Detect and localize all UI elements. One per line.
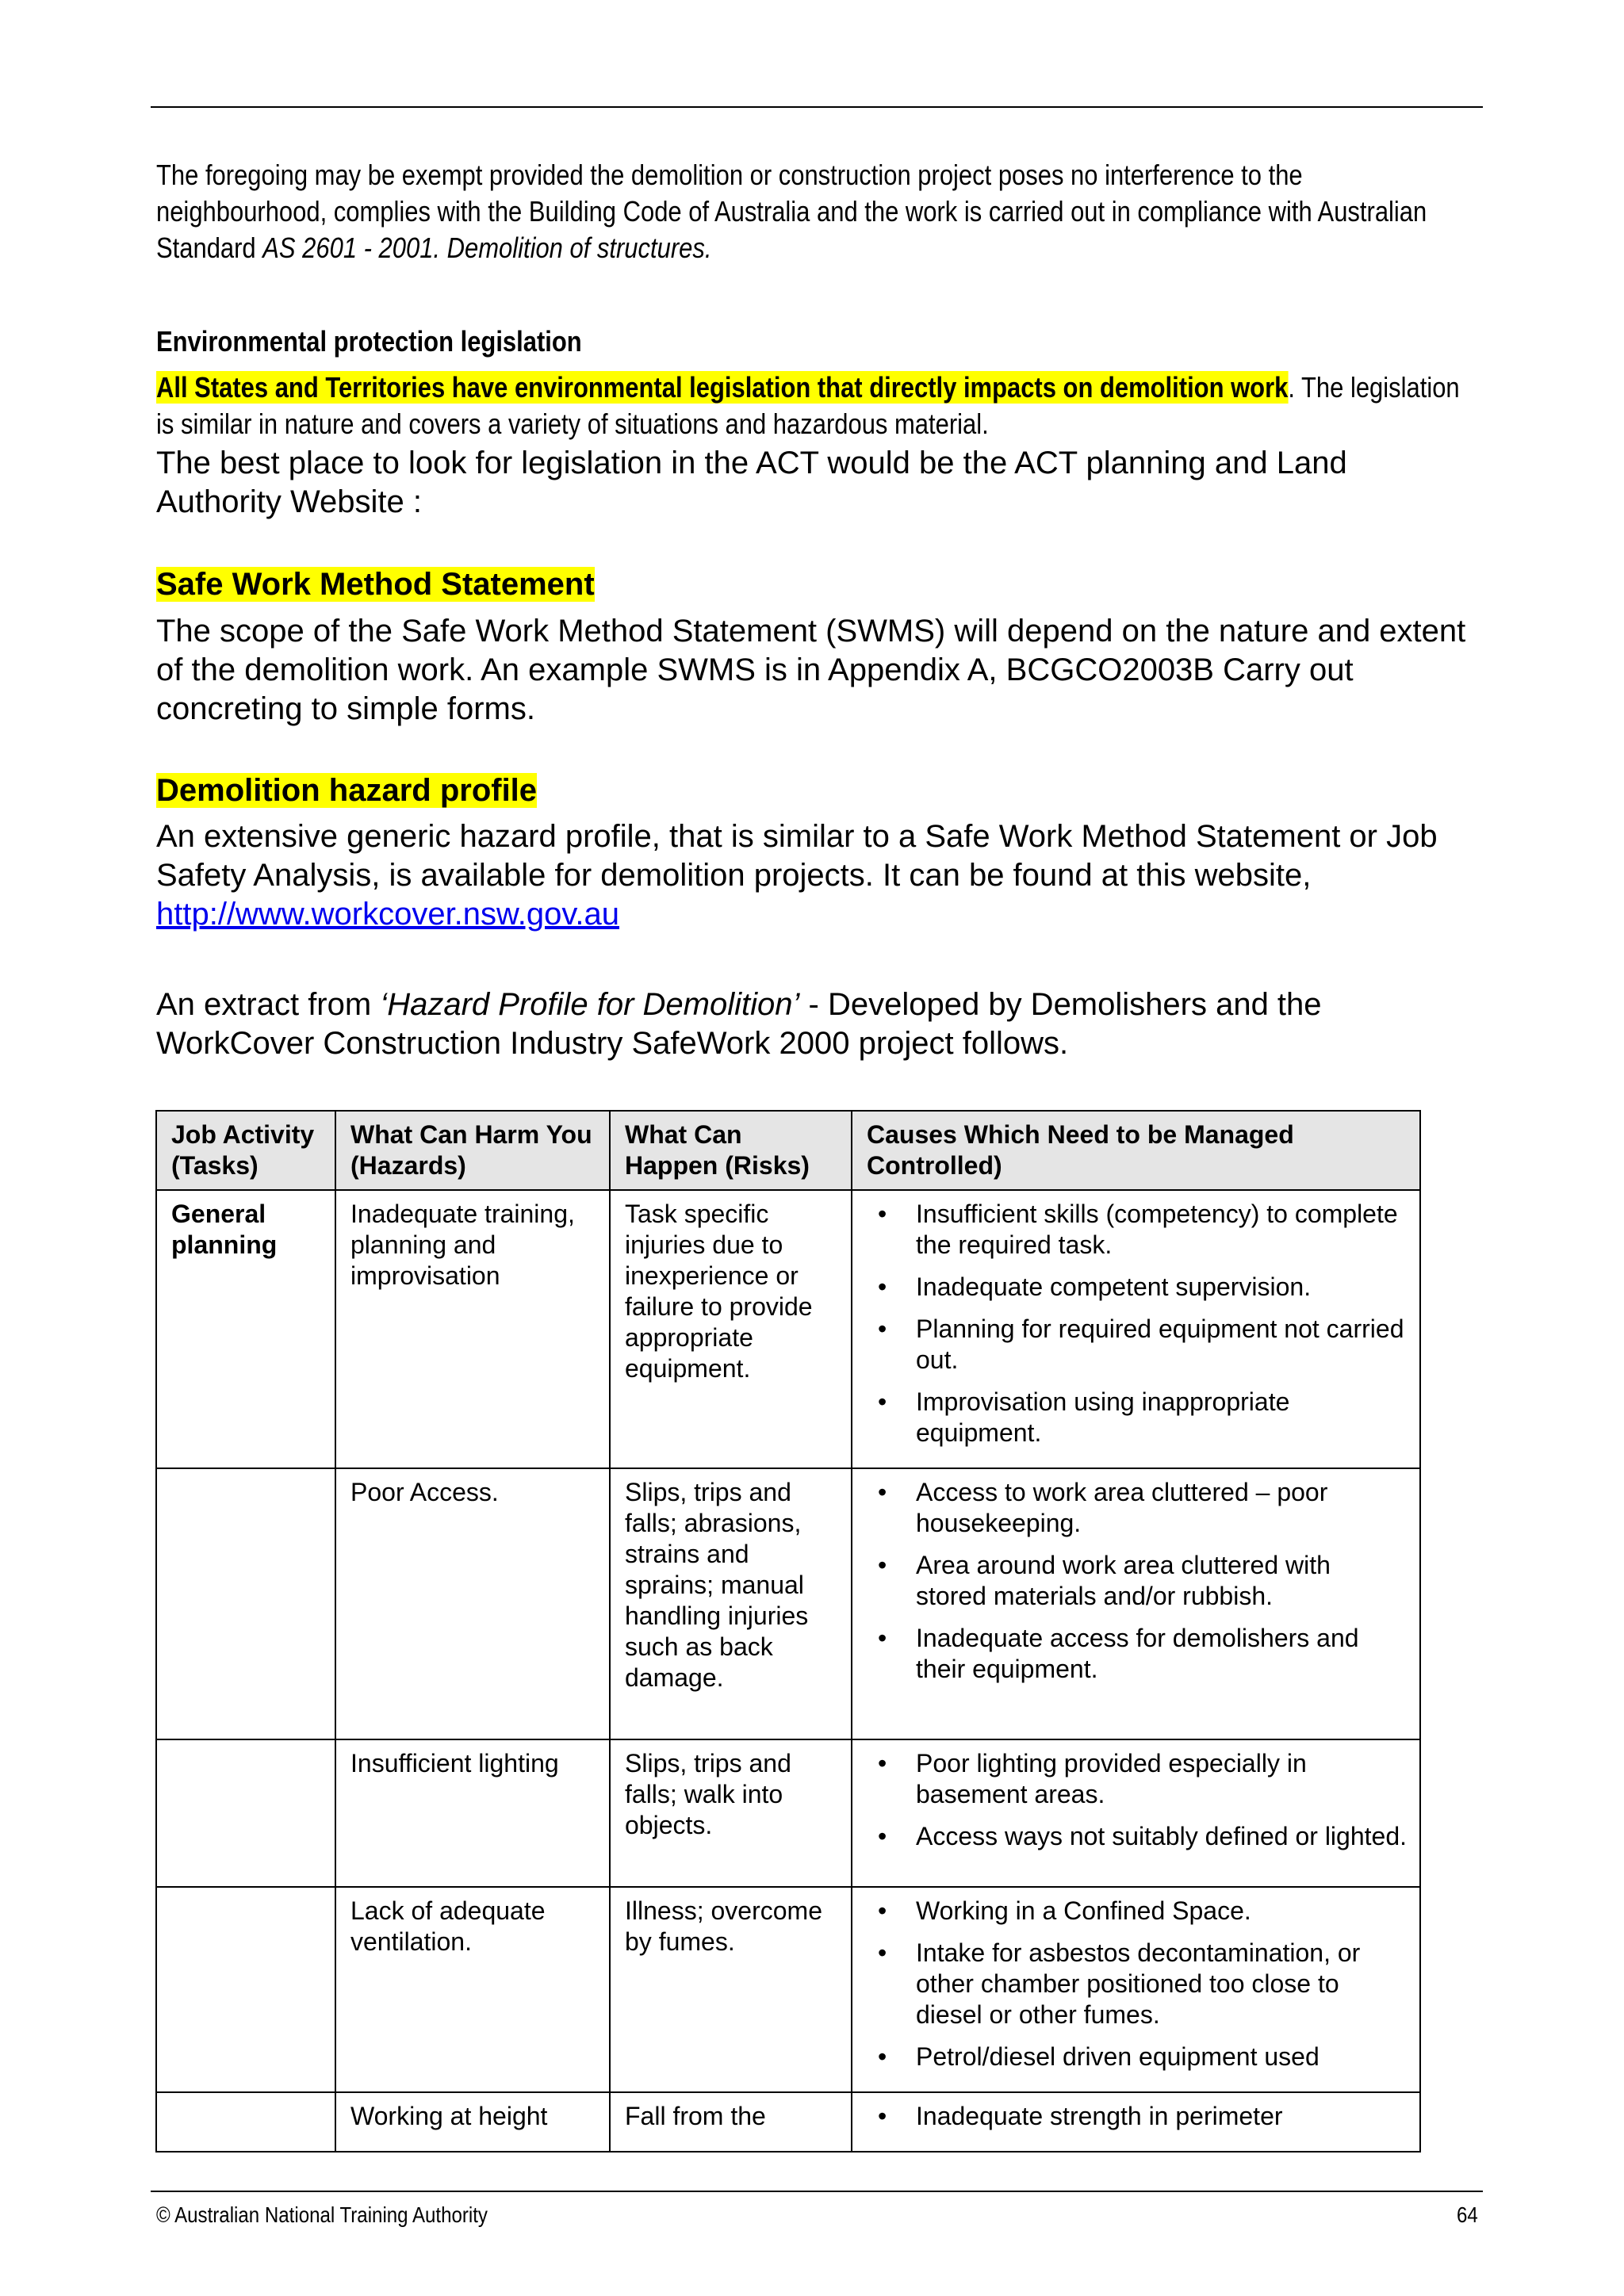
cause-item: • Insufficient skills (competency) to complete the required task. xyxy=(867,1199,1407,1261)
cell-hazard: Poor Access. xyxy=(335,1468,610,1739)
cause-item: • Area around work area cluttered with stored materials and/or rubbish. xyxy=(867,1550,1407,1612)
table-row xyxy=(156,1739,1420,1887)
workcover-link[interactable]: http://www.workcover.nsw.gov.au xyxy=(156,897,619,932)
col-header-risks: What Can Happen (Risks) xyxy=(610,1111,852,1190)
cause-item: • Intake for asbestos decontamination, or other chamber positioned too close to diesel or other fumes. xyxy=(867,1938,1407,2030)
act-paragraph: The best place to look for legislation in the ACT would be the ACT planning and Land Authority Website : xyxy=(156,446,1347,519)
cell-activity: General planning xyxy=(156,1190,335,1468)
cell-causes xyxy=(852,1190,1420,1468)
cell-risk: Slips, trips and falls; walk into objects. xyxy=(610,1739,852,1887)
cell-hazard: Inadequate training, planning and improvisation xyxy=(335,1190,610,1468)
env-heading: Environmental protection legislation xyxy=(156,325,582,358)
cell-activity xyxy=(156,1887,335,2092)
cause-item: • Access to work area cluttered – poor housekeeping. xyxy=(867,1477,1407,1539)
cause-item: • Planning for required equipment not carried out. xyxy=(867,1314,1407,1376)
cause-item: • Working in a Confined Space. xyxy=(867,1896,1407,1927)
table-row xyxy=(156,2092,1420,2152)
cause-item: • Inadequate competent supervision. xyxy=(867,1272,1407,1303)
swms-paragraph: The scope of the Safe Work Method Statement (SWMS) will depend on the nature and extent of the demolition work. An example SWMS is in Appendix A, BCGCO2003B Carry out concreting to simple forms. xyxy=(156,614,1466,726)
intro-standard: AS 2601 - 2001. Demolition of structures. xyxy=(262,232,712,264)
cause-item: • Access ways not suitably defined or lighted. xyxy=(867,1821,1407,1852)
extract-title: ‘Hazard Profile for Demolition’ xyxy=(380,987,800,1022)
intro-text: The foregoing may be exempt provided the demolition or construction project poses no interference to the neighbourhood, complies with the Building Code of Australia and the work is carried out in compliance with Australian Standard xyxy=(156,159,1427,264)
header-rule xyxy=(151,106,1483,108)
cell-causes xyxy=(852,1887,1420,2092)
hazard-heading-text: Demolition hazard profile xyxy=(156,773,538,808)
cell-risk: Task specific injuries due to inexperience or failure to provide appropriate equipment. xyxy=(610,1190,852,1468)
footer-rule xyxy=(151,2191,1483,2192)
swms-heading xyxy=(156,565,595,604)
hazard-table xyxy=(155,1110,1421,2152)
extract-paragraph xyxy=(156,985,1473,1063)
cell-activity xyxy=(156,2092,335,2152)
cause-item: • Inadequate strength in perimeter xyxy=(867,2101,1407,2132)
cell-hazard: Lack of adequate ventilation. xyxy=(335,1887,610,2092)
cell-risk: Fall from the xyxy=(610,2092,852,2152)
footer-copyright: © Australian National Training Authority xyxy=(156,2202,488,2227)
col-header-activity: Job Activity (Tasks) xyxy=(156,1111,335,1190)
cell-activity xyxy=(156,1468,335,1739)
cause-item: • Improvisation using inappropriate equipment. xyxy=(867,1387,1407,1448)
col-header-causes: Causes Which Need to be Managed Controlled) xyxy=(852,1111,1420,1190)
cell-causes xyxy=(852,1739,1420,1887)
cell-causes xyxy=(852,2092,1420,2152)
hazard-paragraph xyxy=(156,817,1473,934)
swms-heading-text: Safe Work Method Statement xyxy=(156,567,595,602)
hazard-text: An extensive generic hazard profile, that is similar to a Safe Work Method Statement or Job Safety Analysis, is available for demolition projects. It can be found at this website, xyxy=(156,819,1438,893)
table-row xyxy=(156,1887,1420,2092)
cell-risk: Illness; overcome by fumes. xyxy=(610,1887,852,2092)
extract-suffix: - Developed by Demolishers and the WorkCover Construction Industry SafeWork 2000 project follows. xyxy=(156,987,1322,1061)
cause-item: • Poor lighting provided especially in basement areas. xyxy=(867,1748,1407,1810)
env-highlight: All States and Territories have environmental legislation that directly impacts on demolition work xyxy=(156,371,1289,404)
cell-activity xyxy=(156,1739,335,1887)
env-rest: . The legislation is similar in nature and covers a variety of situations and hazardous material. xyxy=(156,371,1460,440)
cell-hazard: Working at height xyxy=(335,2092,610,2152)
cell-hazard: Insufficient lighting xyxy=(335,1739,610,1887)
cause-item: • Inadequate access for demolishers and their equipment. xyxy=(867,1623,1407,1685)
cause-item: • Petrol/diesel driven equipment used xyxy=(867,2042,1407,2072)
hazard-heading xyxy=(156,771,537,810)
cell-risk: Slips, trips and falls; abrasions, strains and sprains; manual handling injuries such as back damage. xyxy=(610,1468,852,1739)
intro-paragraph xyxy=(156,157,1478,266)
footer-page-number: 64 xyxy=(1457,2202,1478,2227)
table-header-row xyxy=(156,1111,1420,1190)
cell-causes xyxy=(852,1468,1420,1739)
extract-prefix: An extract from xyxy=(156,987,381,1022)
col-header-hazards: What Can Harm You (Hazards) xyxy=(335,1111,610,1190)
table-row xyxy=(156,1190,1420,1468)
table-row xyxy=(156,1468,1420,1739)
env-paragraph xyxy=(156,369,1478,442)
